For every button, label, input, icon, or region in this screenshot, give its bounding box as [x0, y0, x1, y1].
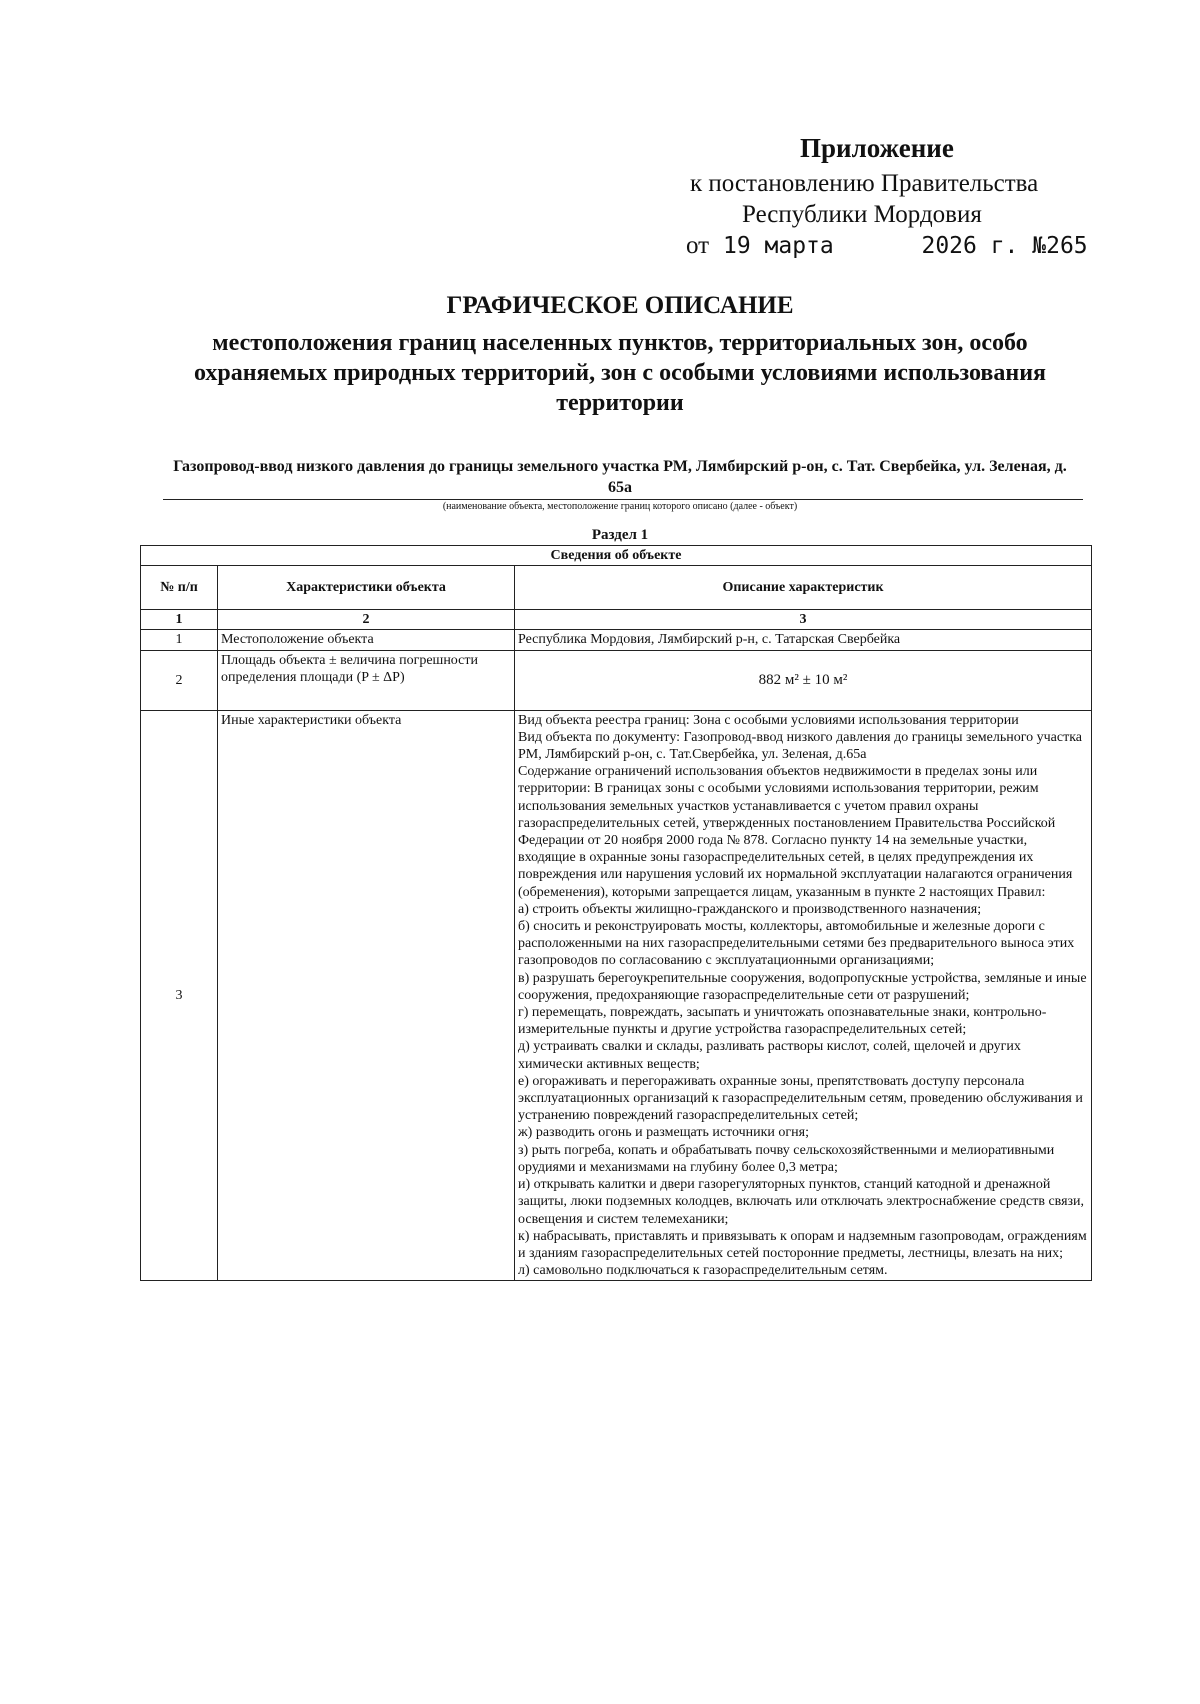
- row-num: 1: [141, 630, 218, 650]
- table-row: [141, 630, 1092, 650]
- appendix-date: [686, 232, 1088, 260]
- desc-item: б) сносить и реконструировать мосты, коллекторы, автомобильные и железные дороги с расположенными на них газораспределительными сетями без предварительного выноса этих газопроводов по согласованию с эксплуатационными организациями;: [518, 919, 1075, 969]
- row-value: Республика Мордовия, Лямбирский р-н, с. Татарская Свербейка: [515, 630, 1092, 650]
- table-row: [141, 710, 1092, 1281]
- date-year-number: 2026 г. №265: [921, 233, 1088, 259]
- desc-item: ж) разводить огонь и размещать источники огня;: [518, 1125, 809, 1141]
- object-info-table: [140, 545, 1092, 1281]
- header-characteristic: Характеристики объекта: [218, 566, 515, 610]
- section-title: Раздел 1: [591, 527, 649, 543]
- desc-item: з) рыть погреба, копать и обрабатывать почву сельскохозяйственными и мелиоративными орудиями и механизмами на глубину более 0,3 метра;: [518, 1142, 1055, 1175]
- object-name: Газопровод-ввод низкого давления до границы земельного участка РМ, Лямбирский р-он, с. Тат. Свербейка, ул. Зеленая, д. 65а: [173, 458, 1067, 496]
- table-title: Сведения об объекте: [141, 546, 1092, 566]
- row-characteristic: Местоположение объекта: [218, 630, 515, 650]
- row-characteristic: Иные характеристики объекта: [218, 710, 515, 1281]
- document-title: ГРАФИЧЕСКОЕ ОПИСАНИЕ: [446, 292, 794, 319]
- document-subtitle: местоположения границ населенных пунктов, территориальных зон, особо охраняемых природных территорий, зон с особыми условиями использования территории: [193, 330, 1047, 416]
- desc-item: в) разрушать берегоукрепительные сооружения, водопропускные устройства, земляные и иные сооружения, предохраняющие газораспределительные сети от разрушений;: [518, 970, 1087, 1003]
- desc-paragraph: Вид объекта по документу: Газопровод-ввод низкого давления до границы земельного участка РМ, Лямбирский р-он, с. Тат.Свербейка, ул. Зеленая, д.65а: [518, 729, 1082, 763]
- row-characteristic: Площадь объекта ± величина погрешности определения площади (P ± ΔP): [218, 650, 515, 710]
- table-row: [141, 650, 1092, 710]
- desc-item: а) строить объекты жилищно-гражданского и производственного назначения;: [518, 901, 982, 917]
- date-prefix: от: [686, 232, 710, 259]
- object-name-underline: [163, 499, 1083, 500]
- desc-item: и) открывать калитки и двери газорегуляторных пунктов, станций катодной и дренажной защиты, люки подземных колодцев, включать или отключать электроснабжение средств связи, освещения и систем телемеханики;: [518, 1177, 1085, 1227]
- colnum-3: 3: [515, 610, 1092, 630]
- appendix-line-republic: Республики Мордовия: [742, 201, 982, 228]
- appendix-title: Приложение: [800, 133, 954, 163]
- desc-item: е) огораживать и перегораживать охранные зоны, препятствовать доступу персонала эксплуатационных организаций к газораспределительным сетям, проведению обслуживания и устранению повреждений газораспределительных сетей;: [518, 1073, 1083, 1124]
- colnum-2: 2: [218, 610, 515, 630]
- desc-item: д) устраивать свалки и склады, разливать растворы кислот, солей, щелочей и других химически активных веществ;: [518, 1039, 1021, 1072]
- appendix-line-resolution: к постановлению Правительства: [690, 170, 1039, 197]
- header-description: Описание характеристик: [515, 566, 1092, 610]
- row-num: 3: [141, 710, 218, 1281]
- row-value-description: [515, 710, 1092, 1281]
- desc-item: к) набрасывать, приставлять и привязывать к опорам и надземным газопроводам, ограждениям и зданиям газораспределительных сетей посторонние предметы, лестницы, влезать на них;: [518, 1228, 1087, 1261]
- desc-paragraph: Вид объекта реестра границ: Зона с особыми условиями использования территории: [518, 712, 1019, 728]
- object-caption: (наименование объекта, местоположение границ которого описано (далее - объект): [442, 501, 798, 512]
- desc-paragraph: Содержание ограничений использования объектов недвижимости в пределах зоны или территории: В границах зоны с особыми условиями использования территории, режим использования земельных участков устанавливается с учетом правил охраны газораспределительных сетей, утвержденных постановлением Правительства Российской Федерации от 20 ноября 2000 года № 878. Согласно пункту 14 на земельные участки, входящие в охранные зоны газораспределительных сетей, в целях предупреждения их повреждения или нарушения условий их нормальной эксплуатации налагаются ограничения (обременения), которыми запрещается лицам, указанным в пункте 2 настоящих Правил:: [518, 764, 1073, 900]
- row-num: 2: [141, 650, 218, 710]
- colnum-1: 1: [141, 610, 218, 630]
- desc-item: л) самовольно подключаться к газораспределительным сетям.: [518, 1263, 888, 1279]
- desc-item: г) перемещать, повреждать, засыпать и уничтожать опознавательные знаки, контрольно-измерительные пункты и другие устройства газораспределительных сетей;: [518, 1005, 1047, 1038]
- row-value: 882 м² ± 10 м²: [515, 650, 1092, 710]
- date-day-month: 19 марта: [722, 233, 834, 259]
- header-num: № п/п: [141, 566, 218, 610]
